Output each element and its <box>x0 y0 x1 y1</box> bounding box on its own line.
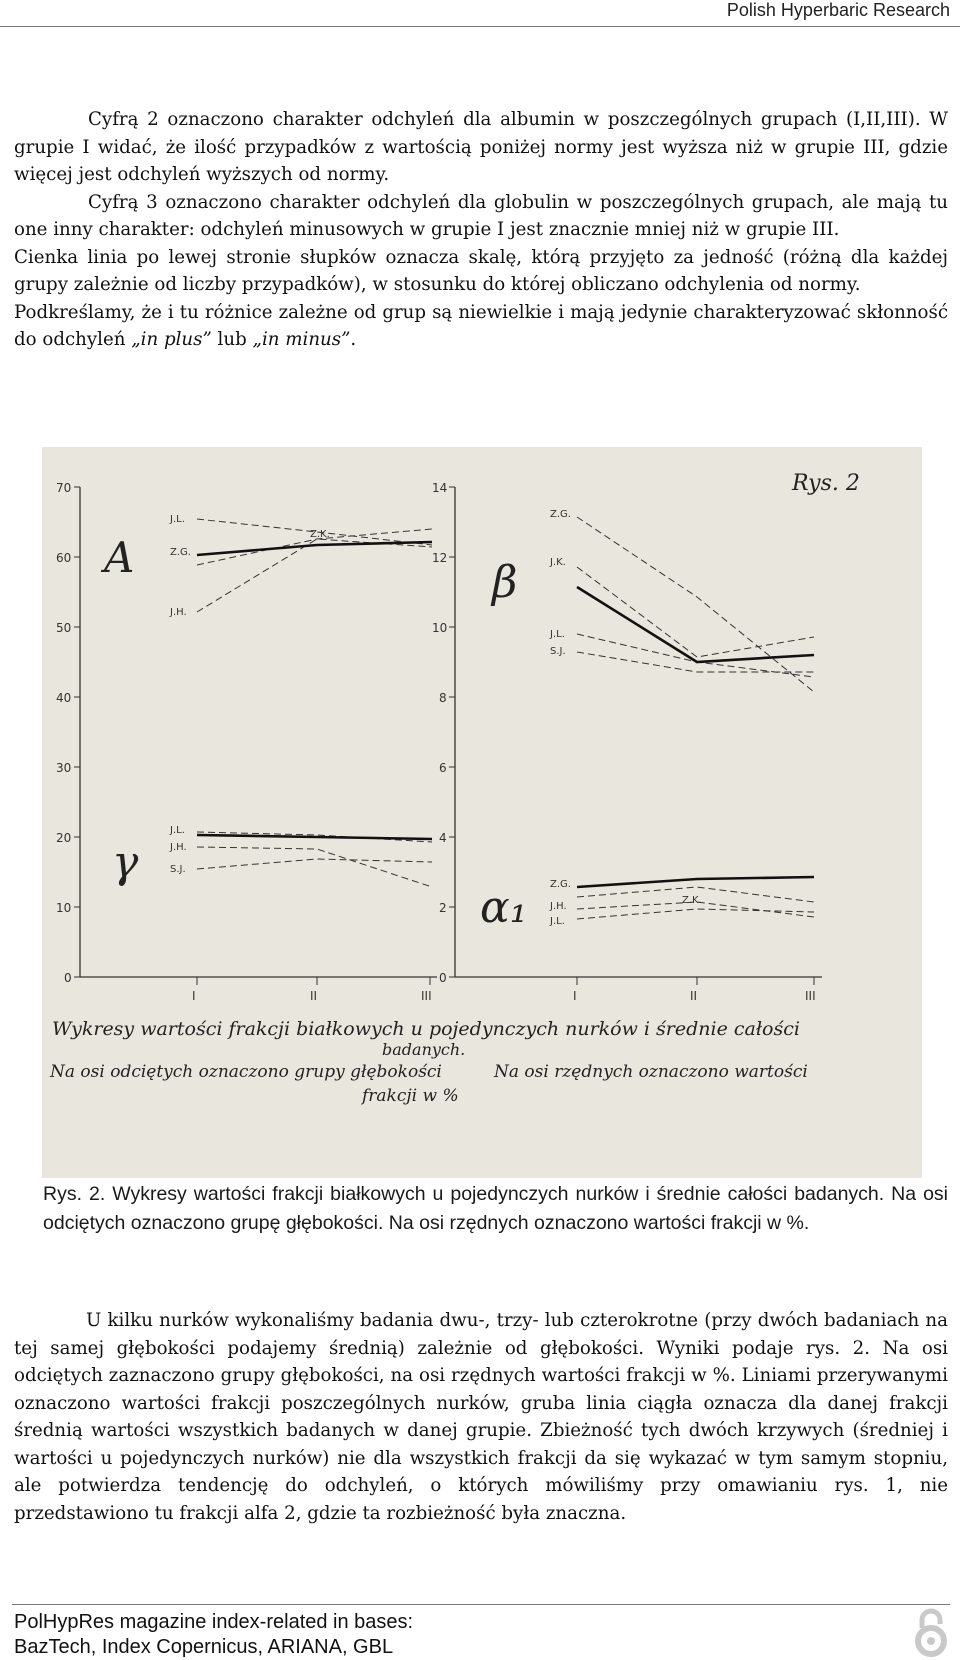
figure-caption: Rys. 2. Wykresy wartości frakcji białkowych u pojedynczych nurków i średnie całości badanych. Na osi odciętych oznaczono grupę głębokości. Na osi rzędnych oznaczono wartości frakcji w %. <box>43 1183 948 1234</box>
left-tick-label: 60 <box>56 551 72 565</box>
x-tick-label: II <box>310 989 318 1003</box>
right-tick-label: 14 <box>432 481 448 495</box>
paragraph: U kilku nurków wykonaliśmy badania dwu-, trzy- lub czterokrotne (przy dwóch badaniach na tej samej głębokości podajemy średnią) zależnie od głębokości. Wyniki podaje rys. 2. Na osi odciętych zaznaczono grupy głębokości, na osi rzędnych wartości frakcji w %. Liniami przerywanymi oznaczono wartości frakcji poszczególnych nurków, gruba linia ciągła oznacza dla danej frakcji średnią wartości wszystkich badanych w danej grupie. Zbieżność tych dwóch krzywych (średniej i wartości u pojedynczych nurków) nie dla wszystkich frakcji da się wykazać w tym samym stopniu, ale potwierdza tendencję do odchyleń, o których mówiliśmy przy omawianiu rys. 1, nie przedstawiono tu frakcji alfa 2, gdzie ta rozbieżność była znaczna. <box>14 1310 948 1524</box>
footer-divider <box>12 1604 950 1605</box>
series-label: Z.K. <box>310 529 330 540</box>
right-tick-label: 10 <box>432 621 448 635</box>
right-tick-label: 4 <box>439 831 447 845</box>
series-label: J.K. <box>550 557 566 568</box>
journal-title: Polish Hyperbaric Research <box>726 0 950 20</box>
series-label: J.H. <box>170 842 187 853</box>
right-tick-label: 6 <box>439 761 447 775</box>
footer <box>14 1610 413 1660</box>
left-tick-label: 50 <box>56 621 72 635</box>
x-tick-label: III <box>805 989 816 1003</box>
right-tick-label: 0 <box>439 971 447 985</box>
series-label: Z.G. <box>550 509 571 520</box>
body-text-bottom <box>14 1307 948 1527</box>
series-label: J.H. <box>170 607 187 618</box>
series-label: Z.G. <box>170 547 191 558</box>
series-label: S.J. <box>550 646 566 657</box>
series-label: J.L. <box>170 514 185 525</box>
left-tick-label: 10 <box>56 901 72 915</box>
x-tick-label: II <box>690 989 698 1003</box>
series-label: Z.G. <box>550 879 571 890</box>
panel-beta-letter: β <box>492 557 518 608</box>
left-tick-label: 0 <box>64 971 72 985</box>
x-tick-label: I <box>192 989 196 1003</box>
x-tick-label: III <box>421 989 432 1003</box>
right-tick-label: 8 <box>439 691 447 705</box>
series-label: J.L. <box>550 916 565 927</box>
page-header <box>0 0 960 27</box>
handwritten-caption-line: Na osi rzędnych oznaczono wartości <box>494 1062 808 1082</box>
left-tick-label: 30 <box>56 761 72 775</box>
handwritten-caption-line: frakcji w % <box>362 1086 459 1106</box>
figure-label: Rys. 2 <box>792 471 860 496</box>
series-label: J.L. <box>170 825 185 836</box>
right-tick-label: 12 <box>432 551 448 565</box>
panel-a-letter: A <box>104 533 135 582</box>
left-tick-label: 20 <box>56 831 72 845</box>
series-label: J.H. <box>550 901 567 912</box>
x-tick-label: I <box>573 989 577 1003</box>
handwritten-caption-line: Na osi odciętych oznaczono grupy głębokości <box>50 1062 442 1082</box>
handwritten-caption-line: badanych. <box>382 1040 466 1059</box>
left-tick-label: 40 <box>56 691 72 705</box>
series-label: J.L. <box>550 629 565 640</box>
figure-charts <box>42 447 922 1178</box>
handwritten-caption-line: Wykresy wartości frakcji białkowych u pojedynczych nurków i średnie całości <box>52 1018 800 1040</box>
footer-line-1: PolHypRes magazine index-related in bases: <box>14 1611 414 1633</box>
panel-alpha1-letter: α₁ <box>480 882 528 933</box>
panel-gamma-letter: γ <box>112 837 139 888</box>
series-label: S.J. <box>170 864 186 875</box>
open-access-icon <box>910 1606 952 1658</box>
left-tick-label: 70 <box>56 481 72 495</box>
figure-scan <box>42 447 922 1178</box>
footer-line-2: BazTech, Index Copernicus, ARIANA, GBL <box>14 1636 394 1658</box>
paragraph: Cyfrą 3 oznaczono charakter odchyleń dla globulin w poszczególnych grupach, ale mają tu one inny charakter: odchyleń minusowych w grupie I jest znacznie mniej niż w grupie III. <box>14 191 948 240</box>
paragraph: Cienka linia po lewej stronie słupków oznacza skalę, którą przyjęto za jedność (różną dla każdej grupy zależnie od liczby przypadków), w stosunku do której obliczano odchylenia od normy. <box>14 246 948 295</box>
series-label: Z.K. <box>682 895 702 906</box>
paragraph: Cyfrą 2 oznaczono charakter odchyleń dla albumin w poszczególnych grupach (I,II,III). W grupie I widać, że ilość przypadków z wartością poniżej normy jest wyższa niż w grupie III, gdzie więcej jest odchyleń wyższych od normy. <box>14 109 948 185</box>
paragraph: Podkreślamy, że i tu różnice zależne od grup są niewielkie i mają jedynie charakteryzować skłonność do odchyleń „in plus” lub „in minus”. <box>14 301 948 350</box>
right-tick-label: 2 <box>439 901 447 915</box>
body-text-top <box>14 106 948 354</box>
